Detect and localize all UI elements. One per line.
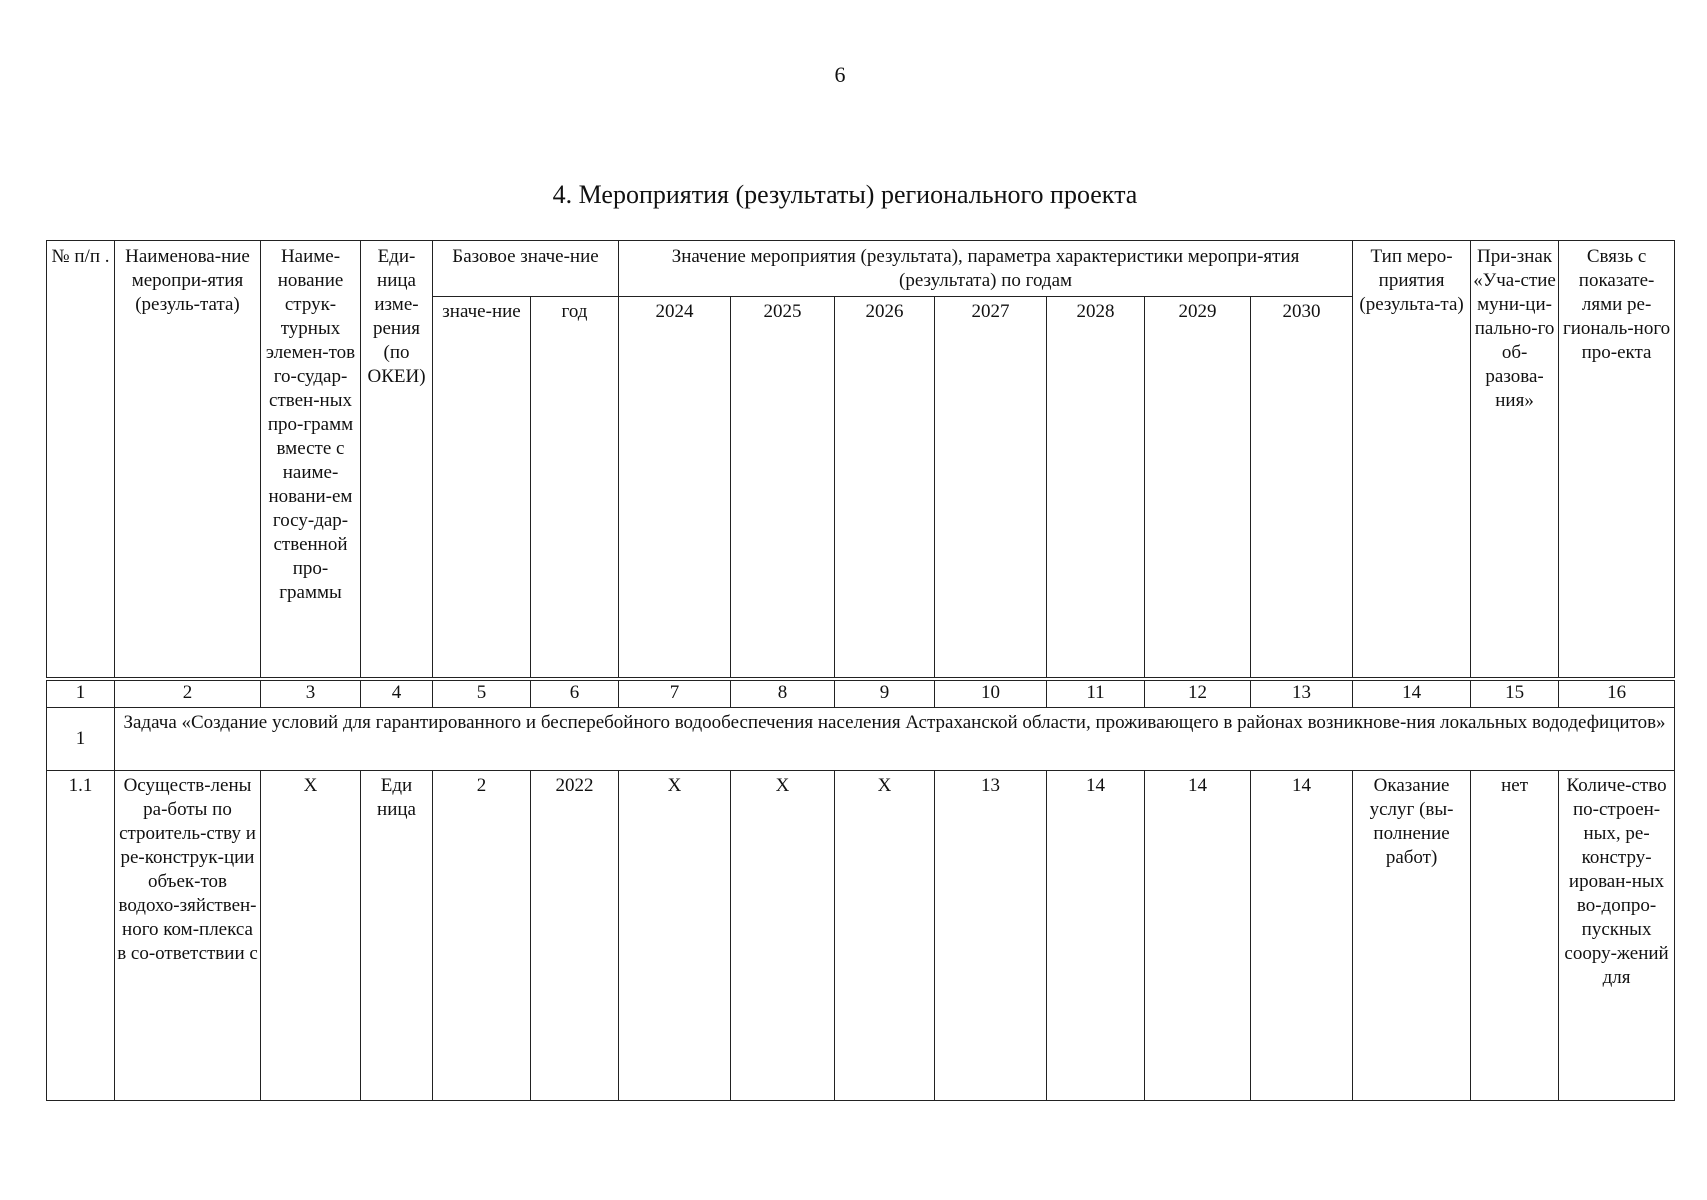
- column-number: 14: [1353, 679, 1471, 708]
- header-year-2028: 2028: [1047, 297, 1145, 679]
- row-year-2026: X: [835, 770, 935, 1100]
- header-base-group: Базовое значе-ние: [433, 241, 619, 297]
- header-unit: Еди-ница изме-рения (по ОКЕИ): [361, 241, 433, 679]
- header-base-year: год: [531, 297, 619, 679]
- row-unit: Еди ница: [361, 770, 433, 1100]
- task-num: 1: [47, 707, 115, 770]
- column-number: 15: [1471, 679, 1559, 708]
- row-type: Оказание услуг (вы-полнение работ): [1353, 770, 1471, 1100]
- row-base-year: 2022: [531, 770, 619, 1100]
- projects-table: [46, 240, 1675, 1101]
- header-type: Тип меро-приятия (результа-та): [1353, 241, 1471, 679]
- header-row-top: [47, 241, 1675, 297]
- header-structural: Наиме-нование струк-турных элемен-тов го-судар-ствен-ных про-грамм вместе с наиме-новани-ем госу-дар-ственной про-граммы: [261, 241, 361, 679]
- column-number: 4: [361, 679, 433, 708]
- row-num: 1.1: [47, 770, 115, 1100]
- column-numbers-row: [47, 679, 1675, 708]
- row-year-2030: 14: [1251, 770, 1353, 1100]
- header-year-2027: 2027: [935, 297, 1047, 679]
- page-number: 6: [834, 62, 846, 87]
- row-year-2024: X: [619, 770, 731, 1100]
- column-number: 1: [47, 679, 115, 708]
- row-structural: X: [261, 770, 361, 1100]
- header-municipal: При-знак «Уча-стие муни-ци-пально-го об-разова-ния»: [1471, 241, 1559, 679]
- row-year-2029: 14: [1145, 770, 1251, 1100]
- row-municipal: нет: [1471, 770, 1559, 1100]
- row-name: Осуществ-лены ра-боты по строитель-ству и ре-конструк-ции объек-тов водохо-зяйствен-ного ком-плекса в со-ответствии с: [115, 770, 261, 1100]
- column-number: 13: [1251, 679, 1353, 708]
- task-text: Задача «Создание условий для гарантированного и бесперебойного водообеспечения населения Астраханской области, проживающего в районах возникнове-ния локальных вододефицитов»: [115, 707, 1675, 770]
- header-year-2024: 2024: [619, 297, 731, 679]
- row-year-2025: X: [731, 770, 835, 1100]
- column-number: 7: [619, 679, 731, 708]
- header-year-2029: 2029: [1145, 297, 1251, 679]
- header-base-value: значе-ние: [433, 297, 531, 679]
- table-row: [47, 770, 1675, 1100]
- column-number: 12: [1145, 679, 1251, 708]
- header-year-2026: 2026: [835, 297, 935, 679]
- header-year-2025: 2025: [731, 297, 835, 679]
- row-year-2027: 13: [935, 770, 1047, 1100]
- header-year-2030: 2030: [1251, 297, 1353, 679]
- header-years-group: Значение мероприятия (результата), параметра характеристики меропри-ятия (результата) по годам: [619, 241, 1353, 297]
- column-number: 11: [1047, 679, 1145, 708]
- header-link: Связь с показате-лями ре-гиональ-ного про-екта: [1559, 241, 1675, 679]
- column-number: 8: [731, 679, 835, 708]
- column-number: 6: [531, 679, 619, 708]
- header-num: № п/п .: [47, 241, 115, 679]
- column-number: 9: [835, 679, 935, 708]
- task-row: [47, 707, 1675, 770]
- row-link: Количе-ство по-строен-ных, ре-констру-ирован-ных во-допро-пускных соору-жений для: [1559, 770, 1675, 1100]
- row-year-2028: 14: [1047, 770, 1145, 1100]
- header-name: Наименова-ние меропри-ятия (резуль-тата): [115, 241, 261, 679]
- column-number: 16: [1559, 679, 1675, 708]
- row-base-value: 2: [433, 770, 531, 1100]
- column-number: 5: [433, 679, 531, 708]
- section-title: 4. Мероприятия (результаты) регионального проекта: [552, 180, 1138, 209]
- column-number: 3: [261, 679, 361, 708]
- column-number: 10: [935, 679, 1047, 708]
- column-number: 2: [115, 679, 261, 708]
